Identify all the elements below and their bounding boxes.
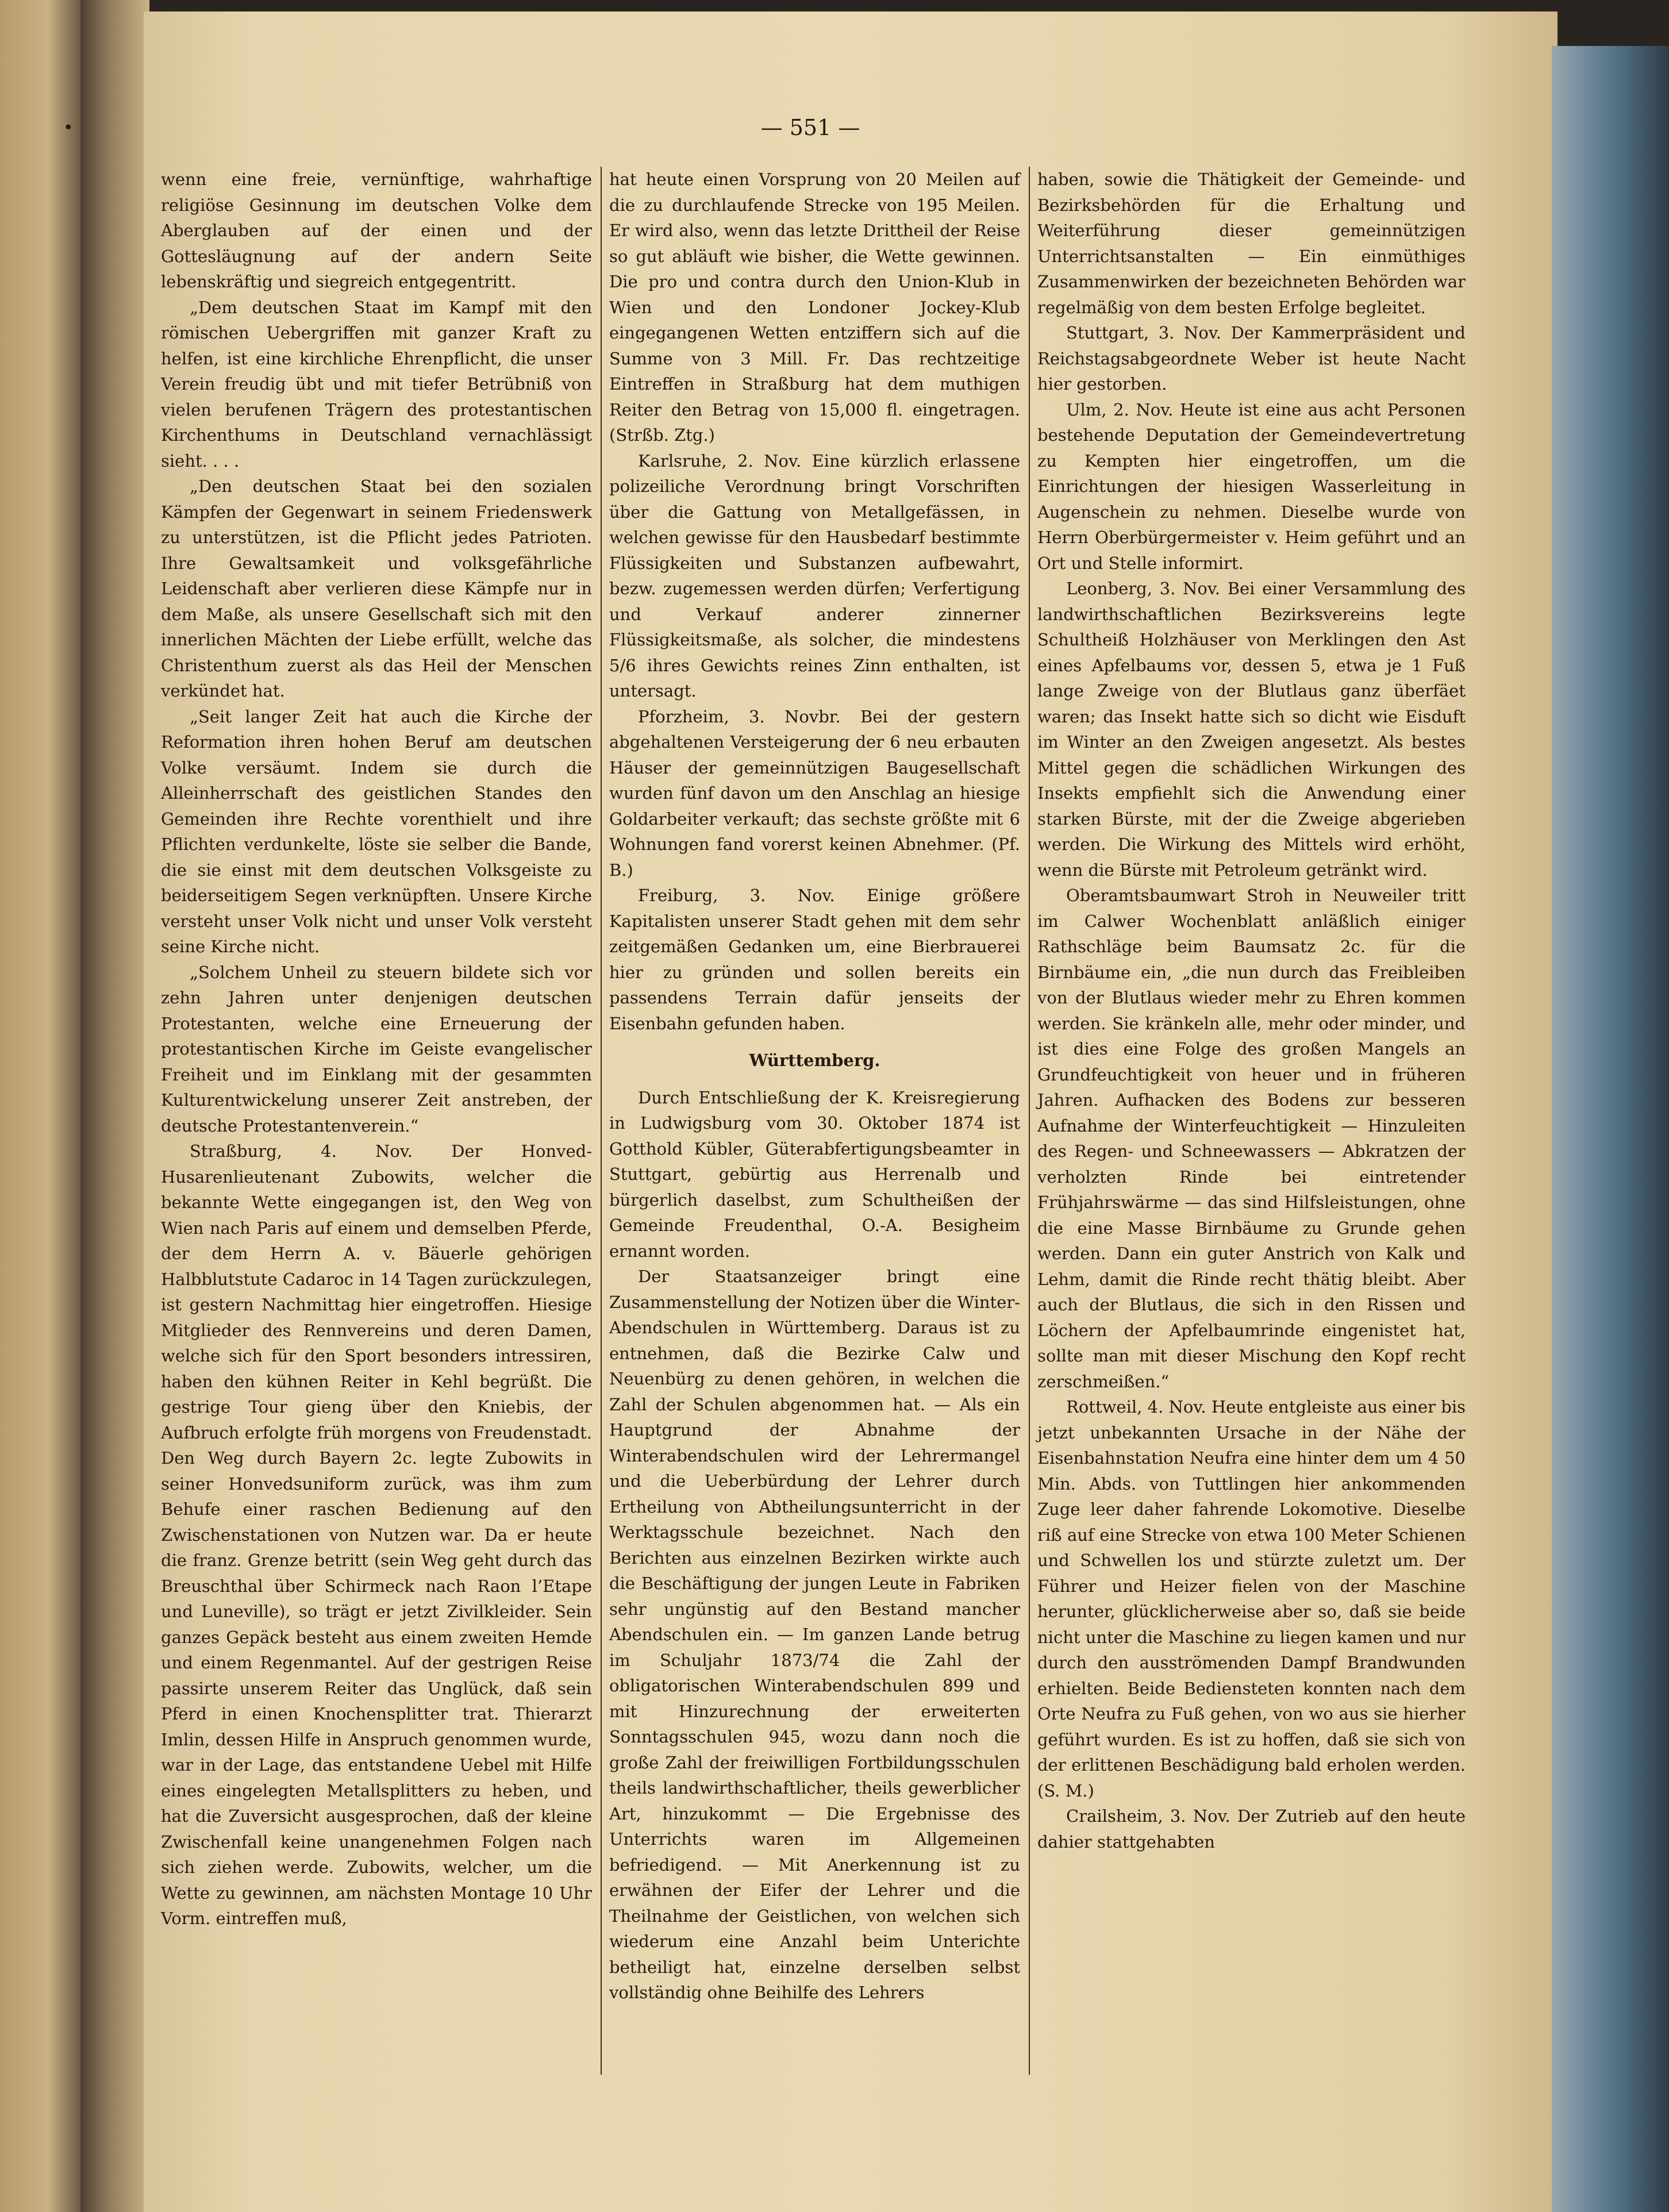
article-paragraph: Pforzheim, 3. Novbr. Bei der gestern abgehaltenen Versteigerung der 6 neu erbauten Häuser der gemeinnützigen Baugesellschaft wurden fünf davon um den Anschlag an hiesige Goldarbeiter verkauft; das sechste größte mit 6 Wohnungen fand vorerst keinen Abnehmer. (Pf. B.) bbox=[609, 706, 1020, 880]
left-page-edge bbox=[0, 0, 80, 2212]
article-paragraph: haben, sowie die Thätigkeit der Gemeinde- und Bezirksbehörden für die Erhaltung und Weiterführung dieser gemeinnützigen Unterrichtsanstalten — Ein einmüthiges Zusammenwirken der bezeichneten Behörden war regelmäßig von dem besten Erfolge begleitet. bbox=[1037, 170, 1466, 317]
article-paragraph: Rottweil, 4. Nov. Heute entgleiste aus einer bis jetzt unbekannten Ursache in der Nähe der Eisenbahnstation Neufra eine hinter dem um 4 50 Min. Abds. von Tuttlingen hier ankommenden Zuge leer daher fahrende Lokomotive. Dieselbe riß auf eine Strecke von etwa 100 Meter Schienen und Schwellen los und stürzte zuletzt um. Der Führer und Heizer fielen von der Maschine herunter, glücklicherweise aber so, daß sie beide nicht unter die Maschine zu liegen kamen und nur durch den ausströmenden Dampf Brandwunden erhielten. Beide Bediensteten konnten nach dem Orte Neufra zu Fuß gehen, von wo aus sie hierher geführt wurden. Es ist zu hoffen, daß sie sich von der erlittenen Beschädigung bald erholen werden. (S. M.) bbox=[1037, 1397, 1466, 1801]
article-paragraph: Durch Entschließung der K. Kreisregierung in Ludwigsburg vom 30. Oktober 1874 ist Gotthold Kübler, Güterabfertigungsbeamter in Stuttgart, gebürtig aus Herrenalb und bürgerlich daselbst, zum Schultheißen der Gemeinde Freudenthal, O.-A. Besigheim ernannt worden. bbox=[609, 1087, 1020, 1261]
article-paragraph: „Solchem Unheil zu steuern bildete sich vor zehn Jahren unter denjenigen deutschen Protestanten, welche eine Erneuerung der protestantischen Kirche im Geiste evangelischer Freiheit und im Einklang mit der gesammten Kulturentwickelung unserer Zeit anstreben, der deutsche Protestantenverein.“ bbox=[161, 962, 592, 1136]
article-paragraph: Crailsheim, 3. Nov. Der Zutrieb auf den heute dahier stattgehabten bbox=[1037, 1806, 1466, 1852]
article-paragraph: Leonberg, 3. Nov. Bei einer Versammlung des landwirthschaftlichen Bezirksvereins legte Schultheiß Holzhäuser von Merklingen den Ast eines Apfelbaums vor, dessen 5, etwa je 1 Fuß lange Zweige von der Blutlaus ganz überfäet waren; das Insekt hatte sich so dicht wie Eisduft im Winter an den Zweigen angesetzt. Als bestes Mittel gegen die schädlichen Wirkungen des Insekts empfiehlt sich die Anwendung einer starken Bürste, mit der die Zweige abgerieben werden. Die Wirkung des Mittels wird erhöht, wenn die Bürste mit Petroleum getränkt wird. bbox=[1037, 579, 1466, 880]
column-3 bbox=[1037, 167, 1466, 1855]
column-rule-2 bbox=[1029, 167, 1030, 2075]
book-spine bbox=[80, 0, 149, 2212]
article-paragraph: „Den deutschen Staat bei den sozialen Kämpfen der Gegenwart in seinem Friedenswerk zu unterstützen, ist die Pflicht jedes Patrioten. Ihre Gewaltsamkeit und volksgefährliche Leidenschaft aber verlieren diese Kämpfe nur in dem Maße, als unsere Gesellschaft sich mit den innerlichen Mächten der Liebe erfüllt, welche das Christenthum zuerst als das Heil der Menschen verkündet hat. bbox=[161, 476, 592, 701]
article-paragraph: Der Staatsanzeiger bringt eine Zusammenstellung der Notizen über die Winter-Abendschulen in Württemberg. Daraus ist zu entnehmen, daß die Bezirke Calw und Neuenbürg zu denen gehören, in welchen die Zahl der Schulen abgenommen hat. — Als ein Hauptgrund der Abnahme der Winterabendschulen wird der Lehrermangel und die Ueberbürdung der Lehrer durch Ertheilung von Abtheilungsunterricht in der Werktagsschule bezeichnet. Nach den Berichten aus einzelnen Bezirken wirkte auch die Beschäftigung der jungen Leute in Fabriken sehr ungünstig auf den Bestand mancher Abendschulen ein. — Im ganzen Lande betrug im Schuljahr 1873/74 die Zahl der obligatorischen Winterabendschulen 899 und mit Hinzurechnung der erweiterten Sonntagsschulen 945, wozu dann noch die große Zahl der freiwilligen Fortbildungsschulen theils landwirthschaftlicher, theils gewerblicher Art, hinzukommt — Die Ergebnisse des Unterrichts waren im Allgemeinen befriedigend. — Mit Anerkennung ist zu erwähnen der Eifer der Lehrer und die Theilnahme der Geistlichen, von welchen sich wiederum eine Anzahl beim Unterichte betheiligt hat, einzelne derselben selbst vollständig ohne Beihilfe des Lehrers bbox=[609, 1267, 1020, 2002]
article-paragraph: Straßburg, 4. Nov. Der Honved-Husarenlieutenant Zubowits, welcher die bekannte Wette eingegangen ist, den Weg von Wien nach Paris auf einem und demselben Pferde, der dem Herrn A. v. Bäuerle gehörigen Halbblutstute Cadaroc in 14 Tagen zurückzulegen, ist gestern Nachmittag hier eingetroffen. Hiesige Mitglieder des Rennvereins und deren Damen, welche sich für den Sport besonders intressiren, haben den kühnen Reiter in Kehl begrüßt. Die gestrige Tour gieng über den Kniebis, der Aufbruch erfolgte früh morgens von Freudenstadt. Den Weg durch Bayern 2c. legte Zubowits in seiner Honvedsuniform zurück, was ihm zum Behufe einer raschen Bedienung auf den Zwischenstationen von Nutzen war. Da er heute die franz. Grenze betritt (sein Weg geht durch das Breuschthal über Schirmeck nach Raon l’Etape und Luneville), so trägt er jetzt Zivilkleider. Sein ganzes Gepäck besteht aus einem zweiten Hemde und einem Regenmantel. Auf der gestrigen Reise passirte unserem Reiter das Unglück, daß sein Pferd in einen Knochensplitter trat. Thierarzt Imlin, dessen Hilfe in Anspruch genommen wurde, war in der Lage, das entstandene Uebel mit Hilfe eines eingelegten Metallsplitters zu heben, und hat die Zuversicht ausgesprochen, daß der kleine Zwischenfall keine unangenehmen Folgen nach sich ziehen werde. Zubowits, welcher, um die Wette zu gewinnen, am nächsten Montage 10 Uhr Vorm. eintreffen muß, bbox=[161, 1141, 592, 1928]
column-rule-1 bbox=[601, 167, 602, 2075]
book-binding-edge bbox=[1552, 46, 1669, 2212]
page-number: — 551 — bbox=[760, 115, 860, 140]
article-paragraph: „Seit langer Zeit hat auch die Kirche der Reformation ihren hohen Beruf am deutschen Volke versäumt. Indem sie durch die Alleinherrschaft des geistlichen Standes den Gemeinden ihre Rechte vorenthielt und ihre Pflichten verdunkelte, löste sie selber die Bande, die sie einst mit dem deutschen Volksgeiste zu beiderseitigem Segen verknüpften. Unsere Kirche versteht unser Volk nicht und unser Volk versteht seine Kirche nicht. bbox=[161, 706, 592, 956]
article-paragraph: wenn eine freie, vernünftige, wahrhaftige religiöse Gesinnung im deutschen Volke dem Aberglauben auf der einen und der Gottesläugnung auf der andern Seite lebenskräftig und siegreich entgegentritt. bbox=[161, 170, 592, 291]
article-paragraph: Oberamtsbaumwart Stroh in Neuweiler tritt im Calwer Wochenblatt anläßlich einiger Rathschläge beim Baumsatz 2c. für die Birnbäume ein, „die nun durch das Freibleiben von der Blutlaus wieder mehr zu Ehren kommen werden. Sie kränkeln alle, mehr oder minder, und ist dies eine Folge des großen Mangels an Grundfeuchtigkeit von heuer und in früheren Jahren. Aufhacken des Bodens zur besseren Aufnahme der Winterfeuchtigkeit — Hinzuleiten des Regen- und Schneewassers — Abkratzen der verholzten Rinde bei eintretender Frühjahrswärme — das sind Hilfsleistungen, ohne die eine Masse Birnbäume zu Grunde gehen werden. Dann ein guter Anstrich von Kalk und Lehm, damit die Rinde recht thätig bleibt. Aber auch der Blutlaus, die sich in den Rissen und Löchern der Apfelbaumrinde eingenistet hat, sollte man mit dieser Mischung den Kopf recht zerschmeißen.“ bbox=[1037, 886, 1466, 1391]
article-paragraph: hat heute einen Vorsprung von 20 Meilen auf die zu durchlaufende Strecke von 195 Meilen. Er wird also, wenn das letzte Drittheil der Reise so gut abläuft wie bisher, die Wette gewinnen. Die pro und contra durch den Union-Klub in Wien und den Londoner Jockey-Klub eingegangenen Wetten entziffern sich auf die Summe von 3 Mill. Fr. Das rechtzeitige Eintreffen in Straßburg hat dem muthigen Reiter den Betrag von 15,000 fl. eingetragen. (Strßb. Ztg.) bbox=[609, 170, 1020, 445]
article-paragraph: Karlsruhe, 2. Nov. Eine kürzlich erlassene polizeiliche Verordnung bringt Vorschriften über die Gattung von Metallgefässen, in welchen gewisse für den Hausbedarf bestimmte Flüssigkeiten und Substanzen aufbewahrt, bezw. zugemessen werden dürfen; Verfertigung und Verkauf anderer zinnerner Flüssigkeitsmaße, als solcher, die mindestens 5/6 ihres Gewichts reines Zinn enthalten, ist untersagt. bbox=[609, 451, 1020, 701]
column-2 bbox=[609, 167, 1020, 2006]
column-1 bbox=[161, 167, 592, 1932]
margin-mark: • bbox=[63, 118, 74, 138]
article-paragraph: „Dem deutschen Staat im Kampf mit den römischen Uebergriffen mit ganzer Kraft zu helfen, ist eine kirchliche Ehrenpflicht, die unser Verein freudig übt und mit tiefer Betrübniß von vielen berufenen Trägern des protestantischen Kirchenthums in Deutschland vernachlässigt sieht. . . . bbox=[161, 297, 592, 471]
section-heading: Württemberg. bbox=[749, 1051, 880, 1070]
article-paragraph: Stuttgart, 3. Nov. Der Kammerpräsident und Reichstagsabgeordnete Weber ist heute Nacht hier gestorben. bbox=[1037, 323, 1466, 394]
article-paragraph: Ulm, 2. Nov. Heute ist eine aus acht Personen bestehende Deputation der Gemeindevertretung zu Kempten hier eingetroffen, um die Einrichtungen der hiesigen Wasserleitung in Augenschein zu nehmen. Dieselbe wurde von Herrn Oberbürgermeister v. Heim geführt und an Ort und Stelle informirt. bbox=[1037, 399, 1466, 573]
article-paragraph: Freiburg, 3. Nov. Einige größere Kapitalisten unserer Stadt gehen mit dem sehr zeitgemäßen Gedanken um, eine Bierbrauerei hier zu gründen und sollen bereits ein passendens Terrain dafür jenseits der Eisenbahn gefunden haben. bbox=[609, 886, 1020, 1033]
